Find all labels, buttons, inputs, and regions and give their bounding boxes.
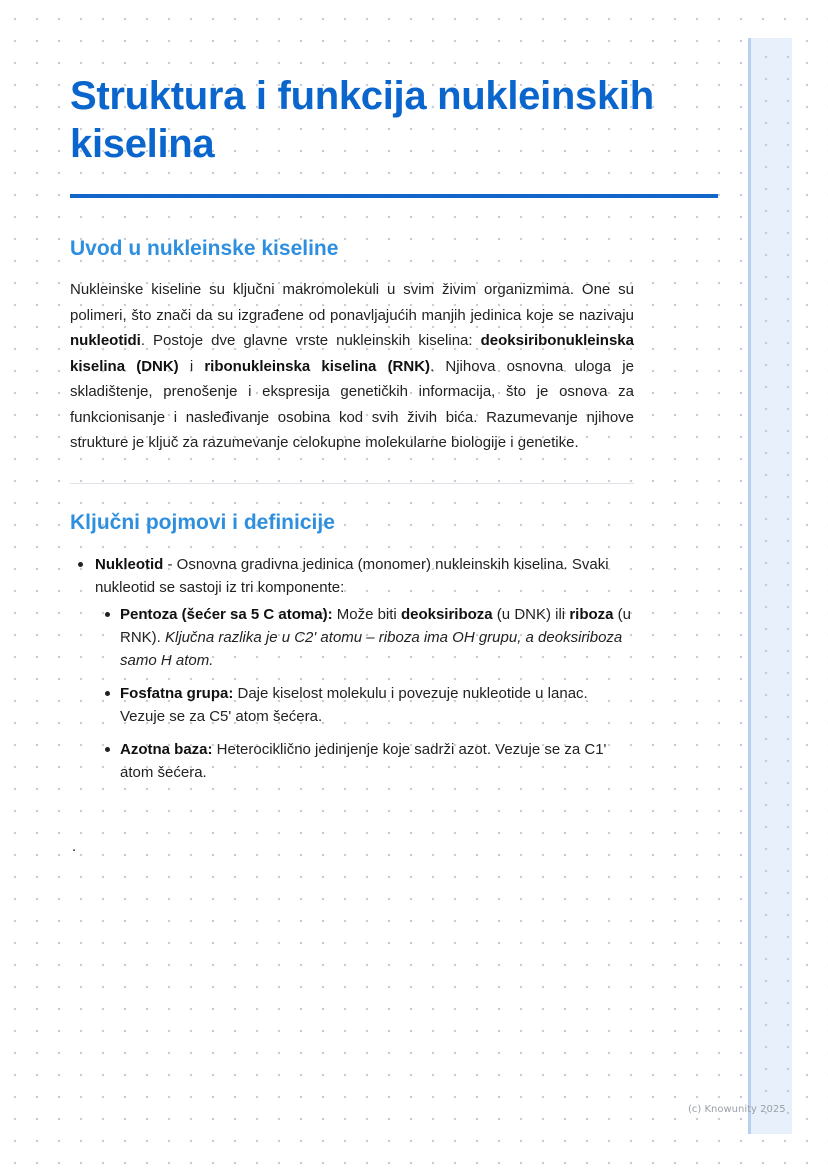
page-title: Struktura i funkcija nukleinskih kiselina <box>70 74 654 166</box>
nukleotid-definition: - Osnovna gradivna jedinica (monomer) nukleinskih kiselina. Svaki nukleotid se sastoji iz tri komponente: <box>95 555 609 596</box>
list-item-fosfatna <box>95 682 634 728</box>
stray-mark: . <box>72 838 77 855</box>
term-deoksiriboza: deoksiriboza <box>400 605 493 623</box>
component-azotna: Azotna baza: <box>120 740 213 758</box>
document-content <box>70 72 718 794</box>
term-rnk: ribonukleinska kiselina (RNK) <box>204 357 431 375</box>
section-heading-terms: Ključni pojmovi i definicije <box>70 510 335 534</box>
pentoza-note: Ključna razlika je u C2' atomu – riboza ima OH grupu, a deoksiriboza samo H atom. <box>120 628 623 669</box>
terms-list <box>70 553 634 784</box>
term-nukleotidi: nukleotidi <box>70 332 141 349</box>
component-fosfatna: Fosfatna grupa: <box>120 684 234 702</box>
pentoza-text-3: (u RNK). <box>120 605 632 646</box>
intro-paragraph <box>70 277 634 456</box>
intro-text-1: Nukleinske kiseline su ključni makromolekuli u svim živim organizmima. One su polimeri, što znači da su izgrađene od ponavljajućih manjih jedinica koje se nazivaju <box>70 281 634 324</box>
term-nukleotid: Nukleotid <box>95 555 164 573</box>
intro-text-3: i <box>178 357 205 375</box>
list-item-azotna <box>95 738 634 784</box>
components-list <box>95 603 634 784</box>
section-heading-intro: Uvod u nukleinske kiseline <box>70 237 339 260</box>
fosfatna-text: Daje kiselost molekulu i povezuje nukleotide u lanac. Vezuje se za C5' atom šećera. <box>120 684 588 725</box>
term-riboza: riboza <box>569 605 614 623</box>
pentoza-text-1: Može biti <box>332 605 401 623</box>
list-item-pentoza <box>95 603 634 672</box>
section-divider <box>70 483 634 484</box>
intro-text-4: . Njihova osnovna uloga je skladištenje, prenošenje i ekspresija genetičkih informacija, što je osnova za funkcionisanje i nasleđivanje osobina kod svih živih bića. Razumevanje njihove strukture je ključ za razumevanje celokupne molekularne biologije i genetike. <box>70 357 634 451</box>
pentoza-text-2: (u DNK) ili <box>492 605 570 623</box>
component-pentoza: Pentoza (šećer sa 5 C atoma): <box>120 605 333 623</box>
intro-text-2: . Postoje dve glavne vrste nukleinskih kiselina: <box>140 332 481 349</box>
title-underline <box>70 194 718 198</box>
term-dnk: deoksiribonukleinska kiselina (DNK) <box>70 332 634 375</box>
margin-strip <box>748 38 792 1134</box>
azotna-text: Heterociklično jedinjenje koje sadrži azot. Vezuje se za C1' atom šećera. <box>120 740 607 781</box>
list-item-nukleotid <box>70 553 634 784</box>
copyright-footer: (c) Knowunity 2025 <box>688 1104 786 1115</box>
